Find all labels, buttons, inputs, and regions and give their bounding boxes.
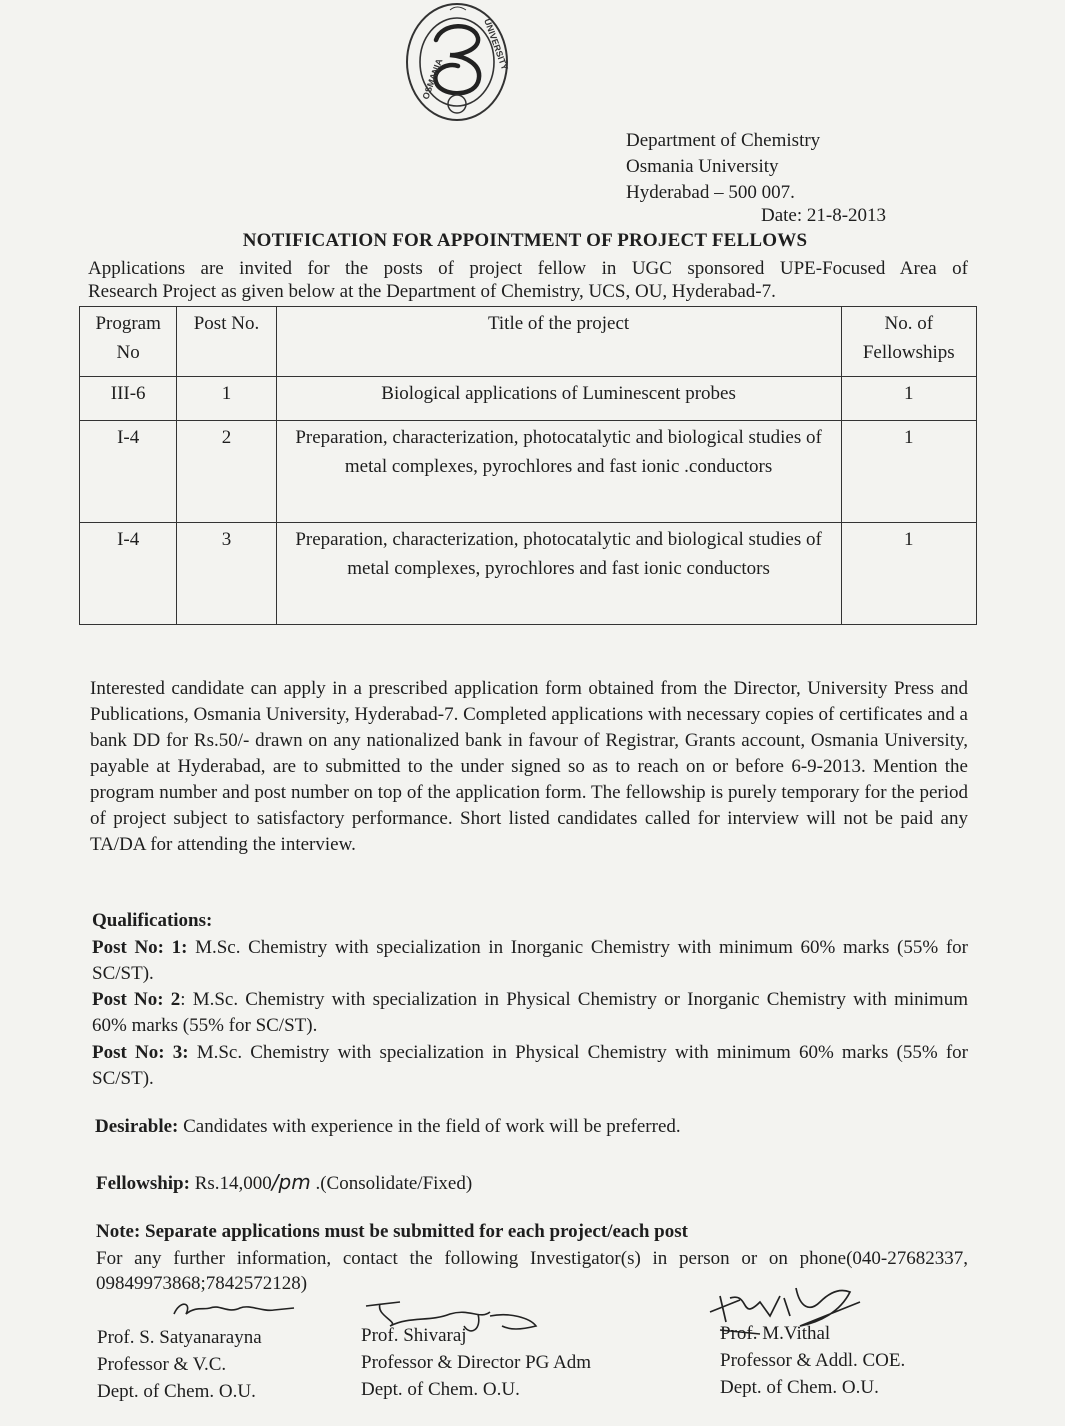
- fellowship-amount: Rs.14,000: [189, 1173, 272, 1194]
- signatory-3: [720, 1320, 905, 1401]
- signatory-dept: Dept. of Chem. O.U.: [361, 1379, 520, 1400]
- signatory-designation: Professor & V.C.: [97, 1354, 227, 1375]
- header-post-no: Post No.: [177, 307, 276, 377]
- signatory-name: Prof. S. Satyanarayna: [97, 1327, 262, 1348]
- fellowship-label: Fellowship:: [96, 1173, 190, 1194]
- qualification-label: Post No: 2: [92, 989, 181, 1010]
- signature-icon: [170, 1296, 300, 1326]
- department-address: [626, 128, 820, 206]
- cell-title: Preparation, characterization, photocatalytic and biological studies of metal complexes, pyrochlores and fast ionic conductors: [276, 523, 841, 625]
- qualifications-heading: Qualifications:: [92, 910, 213, 931]
- signatory-designation: Professor & Addl. COE.: [720, 1350, 906, 1371]
- desirable-line: [95, 1116, 681, 1138]
- intro-line-2: Research Project as given below at the Department of Chemistry, UCS, OU, Hyderabad-7.: [88, 281, 776, 302]
- application-instructions: Interested candidate can apply in a prescribed application form obtained from the Director, University Press and Publications, Osmania University, Hyderabad-7. Completed applications with necessary copies of certificates and a bank DD for Rs.50/- drawn on any nationalized bank in favour of Registrar, Grants account, Osmania University, payable at Hyderabad, are to submitted to the under signed so as to reach on or before 6-9-2013. Mention the program number and post number on top of the application form. The fellowship is purely temporary for the period of project subject to satisfactory performance. Short listed candidates called for interview will not be paid any TA/DA for attending the interview.: [90, 678, 968, 855]
- cell-fellowships: 1: [841, 421, 976, 523]
- project-table: [79, 306, 977, 625]
- address-line: Hyderabad – 500 007.: [626, 182, 795, 203]
- header-program-no: Program No: [80, 307, 177, 377]
- osmania-seal-icon: [392, 0, 522, 130]
- cell-post: 3: [177, 523, 276, 625]
- signatory-name: Prof. Shivaraj: [361, 1325, 467, 1346]
- qualification-post-1: [92, 935, 968, 987]
- notification-date: Date: 21-8-2013: [761, 205, 887, 226]
- table-row: [80, 377, 977, 421]
- signatory-1: [97, 1324, 262, 1405]
- address-line: Osmania University: [626, 156, 779, 177]
- cell-title: Preparation, characterization, photocatalytic and biological studies of metal complexes, pyrochlores and fast ionic .conductors: [276, 421, 841, 523]
- university-seal: [392, 0, 522, 130]
- cell-post: 1: [177, 377, 276, 421]
- cell-fellowships: 1: [841, 377, 976, 421]
- cell-title: Biological applications of Luminescent probes: [276, 377, 841, 421]
- signatory-2: [361, 1322, 591, 1403]
- cell-program: I-4: [80, 421, 177, 523]
- fellowship-line: [96, 1170, 472, 1195]
- svg-text:OSMANIA: OSMANIA: [420, 57, 445, 101]
- qualification-post-3: [92, 1040, 968, 1092]
- cell-fellowships: 1: [841, 523, 976, 625]
- note-line: Note: Separate applications must be submitted for each project/each post: [96, 1221, 688, 1242]
- cell-program: III-6: [80, 377, 177, 421]
- desirable-text: Candidates with experience in the field of work will be preferred.: [178, 1116, 681, 1137]
- qualification-text: : M.Sc. Chemistry with specialization in Physical Chemistry or Inorganic Chemistry with minimum 60% marks (55% for SC/ST).: [92, 989, 968, 1036]
- signatory-dept: Dept. of Chem. O.U.: [720, 1377, 879, 1398]
- table-header-row: [80, 307, 977, 377]
- desirable-label: Desirable:: [95, 1116, 179, 1137]
- address-line: Department of Chemistry: [626, 130, 821, 151]
- signatory-name: Prof. M.Vithal: [720, 1323, 831, 1344]
- header-fellowships: No. of Fellowships: [841, 307, 976, 377]
- fellowship-text: .(Consolidate/Fixed): [310, 1173, 473, 1194]
- table-row: [80, 523, 977, 625]
- qualification-text: M.Sc. Chemistry with specialization in Inorganic Chemistry with minimum 60% marks (55% for SC/ST).: [92, 937, 968, 984]
- qualification-label: Post No: 3:: [92, 1042, 189, 1063]
- signatory-dept: Dept. of Chem. O.U.: [97, 1381, 256, 1402]
- signatory-designation: Professor & Director PG Adm: [361, 1352, 592, 1373]
- cell-program: I-4: [80, 523, 177, 625]
- fellowship-handwritten: /pm: [271, 1170, 311, 1194]
- table-row: [80, 421, 977, 523]
- notification-title: NOTIFICATION FOR APPOINTMENT OF PROJECT FELLOWS: [242, 230, 808, 251]
- cell-post: 2: [177, 421, 276, 523]
- contact-info: For any further information, contact the following Investigator(s) in person or on phone(040-27682337, 09849973868;7842572128): [96, 1248, 968, 1294]
- qualification-post-2: [92, 987, 968, 1039]
- svg-text:UNIVERSITY: UNIVERSITY: [482, 17, 510, 72]
- qualification-label: Post No: 1:: [92, 937, 188, 958]
- header-title: Title of the project: [276, 307, 841, 377]
- qualification-text: M.Sc. Chemistry with specialization in Physical Chemistry with minimum 60% marks (55% for SC/ST).: [92, 1042, 969, 1089]
- intro-line-1: Applications are invited for the posts of project fellow in UGC sponsored UPE-Focused Area of: [88, 258, 968, 279]
